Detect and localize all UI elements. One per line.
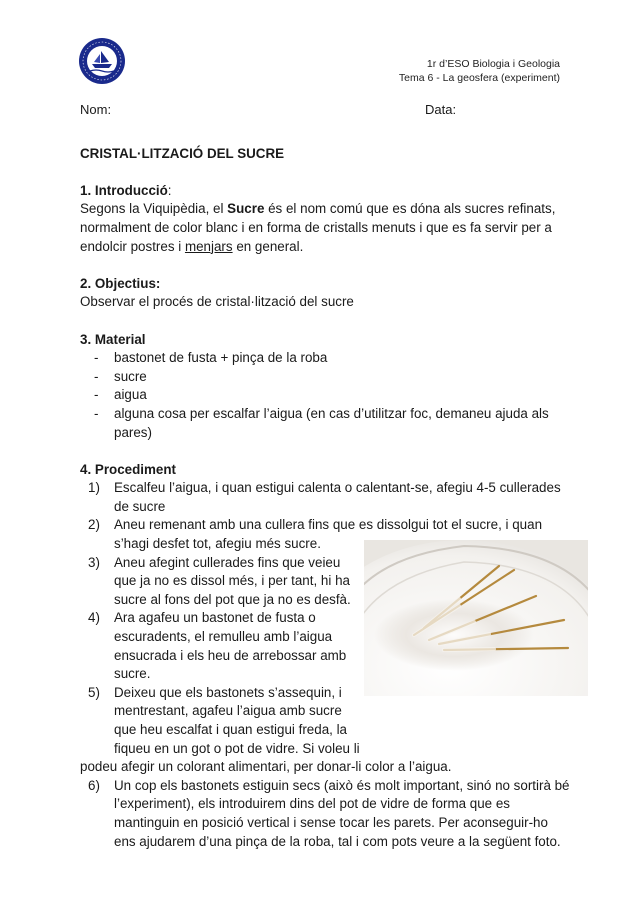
list-marker: - <box>94 405 99 421</box>
material-list <box>80 349 570 442</box>
list-item <box>80 386 570 405</box>
step-number: 3) <box>88 554 100 570</box>
intro-section-heading <box>80 182 570 201</box>
list-marker: - <box>94 387 99 403</box>
intro-heading: 1. Introducció <box>80 182 168 198</box>
intro-paragraph <box>80 200 570 256</box>
course-header <box>399 57 560 85</box>
material-item-text: aigua <box>114 387 147 403</box>
date-field-label: Data: <box>425 102 457 117</box>
objectives-heading: 2. Objectius: <box>80 275 161 291</box>
intro-colon: : <box>167 182 172 198</box>
intro-text-2: és el nom comú que es dóna als sucres refinats, normalment de color blanc i en forma de cristalls menuts i que es fa servir per a endolcir postres i <box>80 201 556 254</box>
course-name: 1r d’ESO Biologia i Geologia <box>426 58 560 70</box>
step-text: Ara agafeu un bastonet de fusta o escuradents, el remulleu amb l’aigua ensucrada i els heu de arrebossar amb sucre. <box>114 610 347 682</box>
procedure-heading: 4. Procediment <box>80 461 176 477</box>
material-item-text: alguna cosa per escalfar l’aigua (en cas d’utilitzar foc, demaneu ajuda als pares) <box>114 405 549 440</box>
step-number: 5) <box>88 684 100 700</box>
list-marker: - <box>94 368 99 384</box>
step-text: Deixeu que els bastonets s’assequin, i mentrestant, agafeu l’aigua amb sucre que heu escalfat i quan estigui freda, la fiqueu en un got o pot de vidre. Si voleu li <box>114 684 360 756</box>
document-title: CRISTAL·LITZACIÓ DEL SUCRE <box>80 145 285 161</box>
step-number: 2) <box>88 517 100 533</box>
name-field-label: Nom: <box>80 102 112 117</box>
document-body <box>80 126 570 851</box>
material-item-text: bastonet de fusta + pinça de la roba <box>114 350 328 366</box>
unit-name: Tema 6 - La geosfera (experiment) <box>398 72 560 84</box>
step-text: Aneu remenant amb una cullera fins que es dissolgui tot el sucre, i quan s’hagi desfet tot, afegiu més sucre. <box>114 517 543 552</box>
list-item <box>80 777 570 851</box>
menjars-link[interactable]: menjars <box>184 238 233 254</box>
list-item <box>80 684 570 777</box>
list-marker: - <box>94 350 99 366</box>
step-number: 4) <box>88 610 100 626</box>
list-item <box>80 479 570 516</box>
step-text-continued: podeu afegir un colorant alimentari, per donar-li color a l’aigua. <box>80 759 452 775</box>
material-item-text: sucre <box>114 368 147 384</box>
list-item <box>80 368 570 387</box>
material-heading: 3. Material <box>80 331 146 347</box>
step-text: Escalfeu l’aigua, i quan estigui calenta o calentant-se, afegiu 4-5 cullerades de sucre <box>114 480 561 514</box>
school-logo-icon <box>78 37 126 85</box>
sugar-sticks-photo <box>364 540 588 696</box>
step-text: Aneu afegint cullerades fins que veieu que ja no es dissol més, i per tant, hi ha sucre al fons del pot que ja no es desfà. <box>114 554 351 607</box>
list-item <box>80 349 570 368</box>
step-text: Un cop els bastonets estiguin secs (això és molt important, sinó no sortirà bé l’experiment), els introduirem dins del pot de vidre de forma que es mantinguin en posició vertical i sense tocar les parets. Per aconseguir-ho ens ajudarem d’una pinça de la roba, tal i com pots veure a la següent foto. <box>114 777 570 849</box>
intro-text-1: Segons la Viquipèdia, el <box>80 201 228 217</box>
step-number: 6) <box>88 777 100 793</box>
list-item <box>80 405 570 442</box>
intro-bold-term: Sucre <box>227 201 265 217</box>
intro-text-3: en general. <box>232 238 304 254</box>
step-number: 1) <box>88 480 100 496</box>
objectives-text: Observar el procés de cristal·lització del sucre <box>80 294 354 310</box>
